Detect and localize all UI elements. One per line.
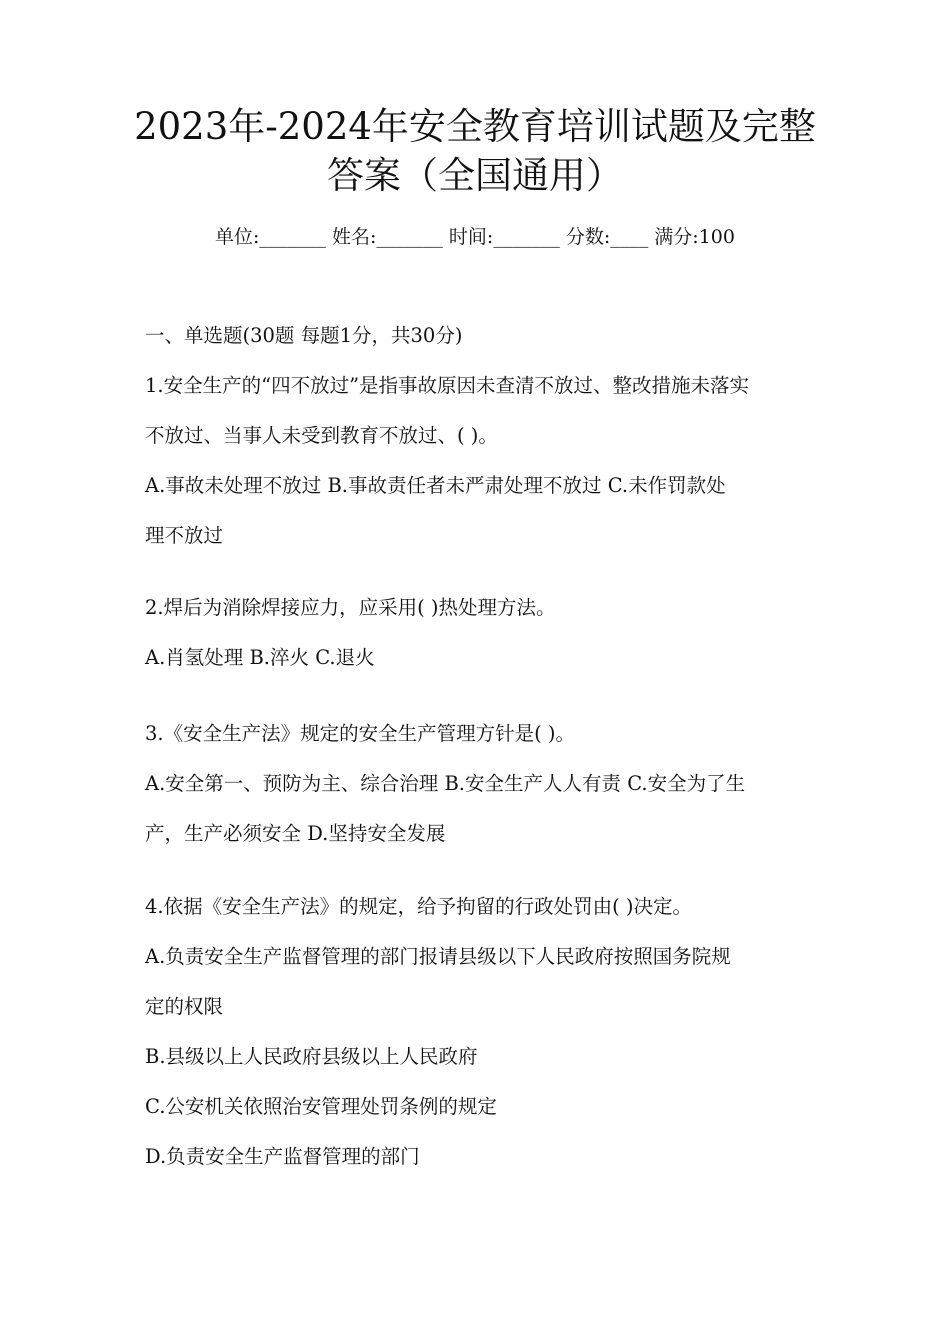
question-3-options-line-1: A.安全第一、预防为主、综合治理 B.安全生产人人有责 C.安全为了生 (145, 772, 746, 795)
document-title-line-1: 2023年-2024年安全教育培训试题及完整 (134, 105, 816, 148)
question-4-options-line-3: B.县级以上人民政府县级以上人民政府 (145, 1045, 478, 1068)
question-4-options-line-1: A.负责安全生产监督管理的部门报请县级以下人民政府按照国务院规 (145, 945, 731, 968)
document-title-line-2: 答案（全国通用） (327, 154, 623, 197)
question-4-options-line-5: D.负责安全生产监督管理的部门 (145, 1145, 420, 1168)
section-heading: 一、单选题(30题 每题1分，共30分) (145, 324, 463, 347)
question-2-stem-line-1: 2.焊后为消除焊接应力，应采用( )热处理方法。 (145, 596, 556, 619)
question-3-options-line-2: 产，生产必须安全 D.坚持安全发展 (145, 822, 446, 845)
question-3-stem-line-1: 3.《安全生产法》规定的安全生产管理方针是( )。 (145, 722, 576, 745)
exam-info-line: 单位:_______ 姓名:_______ 时间:_______ 分数:____ 满分:100 (215, 226, 735, 248)
question-2-options-line-1: A.肖氢处理 B.淬火 C.退火 (145, 646, 375, 669)
question-1-stem-line-2: 不放过、当事人未受到教育不放过、( )。 (145, 424, 498, 447)
question-1-options-line-1: A.事故未处理不放过 B.事故责任者未严肃处理不放过 C.未作罚款处 (145, 474, 726, 497)
question-1-stem-line-1: 1.安全生产的“四不放过”是指事故原因未查清不放过、整改措施未落实 (145, 374, 750, 397)
question-4-stem-line-1: 4.依据《安全生产法》的规定，给予拘留的行政处罚由( )决定。 (145, 895, 693, 918)
question-1-options-line-2: 理不放过 (145, 524, 224, 547)
question-4-options-line-4: C.公安机关依照治安管理处罚条例的规定 (145, 1095, 497, 1118)
question-4-options-line-2: 定的权限 (145, 995, 224, 1018)
